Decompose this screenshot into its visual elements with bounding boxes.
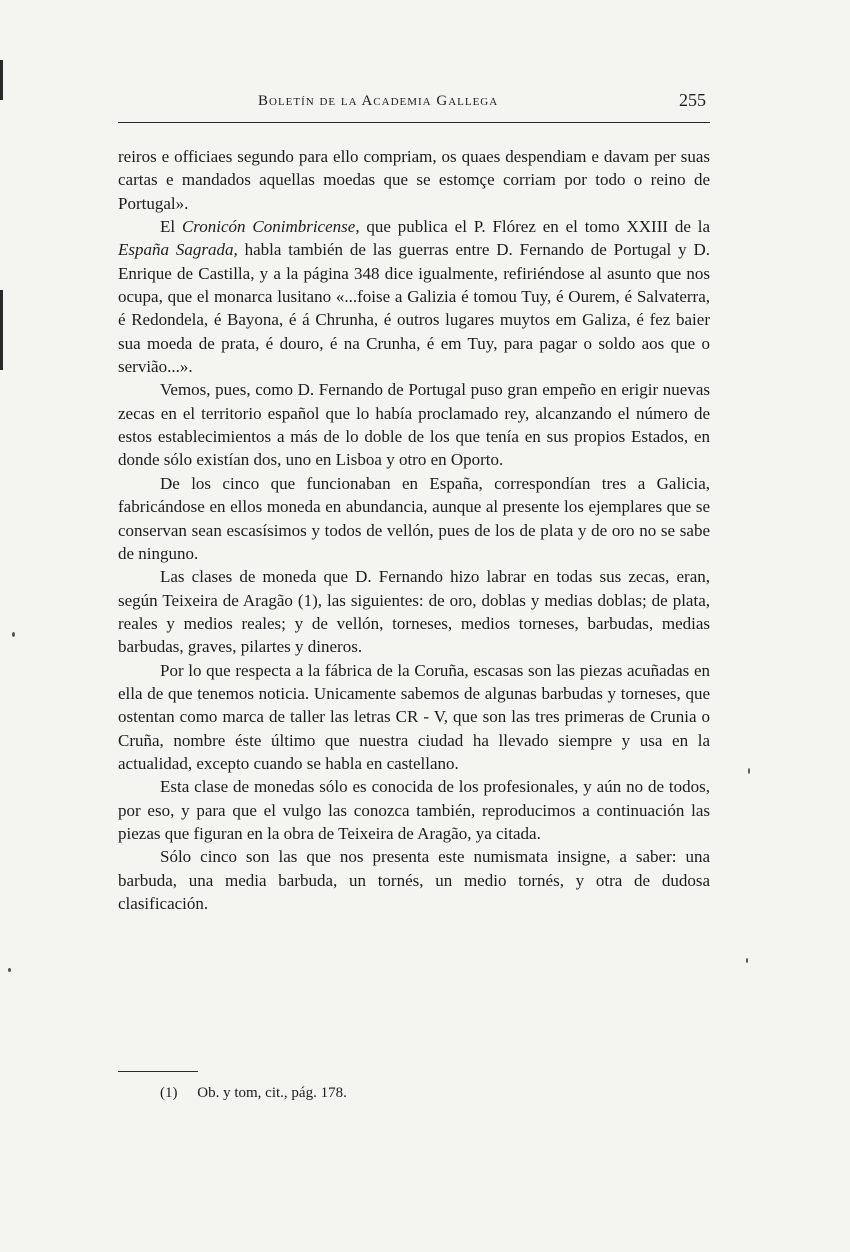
paragraph-text: que publica el P. Flórez en el tomo XXIII de la (359, 217, 711, 237)
italic-title: Cronicón Conimbricense, (181, 217, 360, 237)
page-edge-mark (0, 290, 3, 370)
paragraph (118, 845, 710, 915)
paragraph-text: reiros e officiaes segundo para ello compriam, os quaes despendiam e davam per suas cartas e mandados aquellas moedas que se estomçe corriam por todo o reino de Portugal». (118, 147, 710, 213)
scan-speck (8, 968, 11, 972)
footnote-number: (1) (160, 1085, 178, 1101)
footnote-rule (118, 1071, 198, 1072)
paragraph-text: Sólo cinco son las que nos presenta este numismata insigne, a saber: una barbuda, una media barbuda, un tornés, un medio tornés, y otra de dudosa clasificación. (118, 847, 710, 913)
paragraph (118, 659, 710, 776)
paragraph-text: De los cinco que funcionaban en España, correspondían tres a Galicia, fabricándose en ellos moneda en abundancia, aunque al presente los ejemplares que se conservan sean escasísimos y todos de vellón, pues de los de plata y de oro no se sabe de ninguno. (118, 473, 710, 563)
scan-speck (746, 958, 748, 963)
paragraph-text: Las clases de moneda que D. Fernando hizo labrar en todas sus zecas, eran, según Teixeira de Aragão (1), las siguientes: de oro, doblas y medias doblas; de plata, reales y medios reales; y de vellón, torneses, medios torneses, barbudas, medias barbudas, graves, pilartes y dineros. (118, 567, 710, 657)
page-header (118, 86, 710, 123)
paragraph-text: Esta clase de monedas sólo es conocida de los profesionales, y aún no de todos, por eso, y para que el vulgo las conozca también, reproducimos a continuación las piezas que figuran en la obra de Teixeira de Aragão, ya citada. (118, 777, 710, 843)
paragraph-text: habla también de las guerras entre D. Fernando de Portugal y D. Enrique de Castilla, y a la página 348 dice igualmente, refiriéndose al asunto que nos ocupa, que el monarca lusitano «...foise a Galizia é tomou Tuy, é Ourem, é Salvaterra, é Redondela, é Bayona, é á Chrunha, é outros lugares muytos em Galiza, é fez baier sua moeda de prata, é douro, é na Crunha, é em Tuy, para pagar o soldo aos que o servião...». (118, 240, 710, 377)
scan-speck (12, 632, 15, 637)
paragraph-text: Por lo que respecta a la fábrica de la Coruña, escasas son las piezas acuñadas en ella de que tenemos noticia. Unicamente sabemos de algunas barbudas y torneses, que ostentan como marca de taller las letras CR - V, que son las tres primeras de Crunia o Cruña, nombre éste último que nuestra ciudad ha llevado siempre y usa en la actualidad, excepto cuando se habla en castellano. (118, 660, 710, 773)
page-edge-mark (0, 60, 3, 100)
paragraph-text: Vemos, pues, como D. Fernando de Portugal puso gran empeño en erigir nuevas zecas en el territorio español que lo había proclamado rey, alcanzando el número de estos establecimientos a más de lo doble de los que tenía en sus propios Estados, en donde sólo existían dos, uno en Lisboa y otro en Oporto. (118, 380, 710, 470)
paragraph-text: El (160, 217, 182, 237)
paragraph (118, 215, 710, 378)
scan-speck (748, 768, 750, 774)
paragraph (118, 472, 710, 565)
paragraph-continuation (118, 145, 710, 215)
running-title: Boletín de la Academia Gallega (258, 93, 499, 109)
footnote (160, 1085, 347, 1102)
paragraph (118, 775, 710, 845)
italic-title: España Sagrada, (118, 240, 238, 260)
body-text (118, 145, 710, 915)
paragraph (118, 565, 710, 658)
paragraph (118, 378, 710, 471)
footnote-text: Ob. y tom, cit., pág. 178. (197, 1085, 347, 1101)
page-number: 255 (679, 90, 706, 110)
